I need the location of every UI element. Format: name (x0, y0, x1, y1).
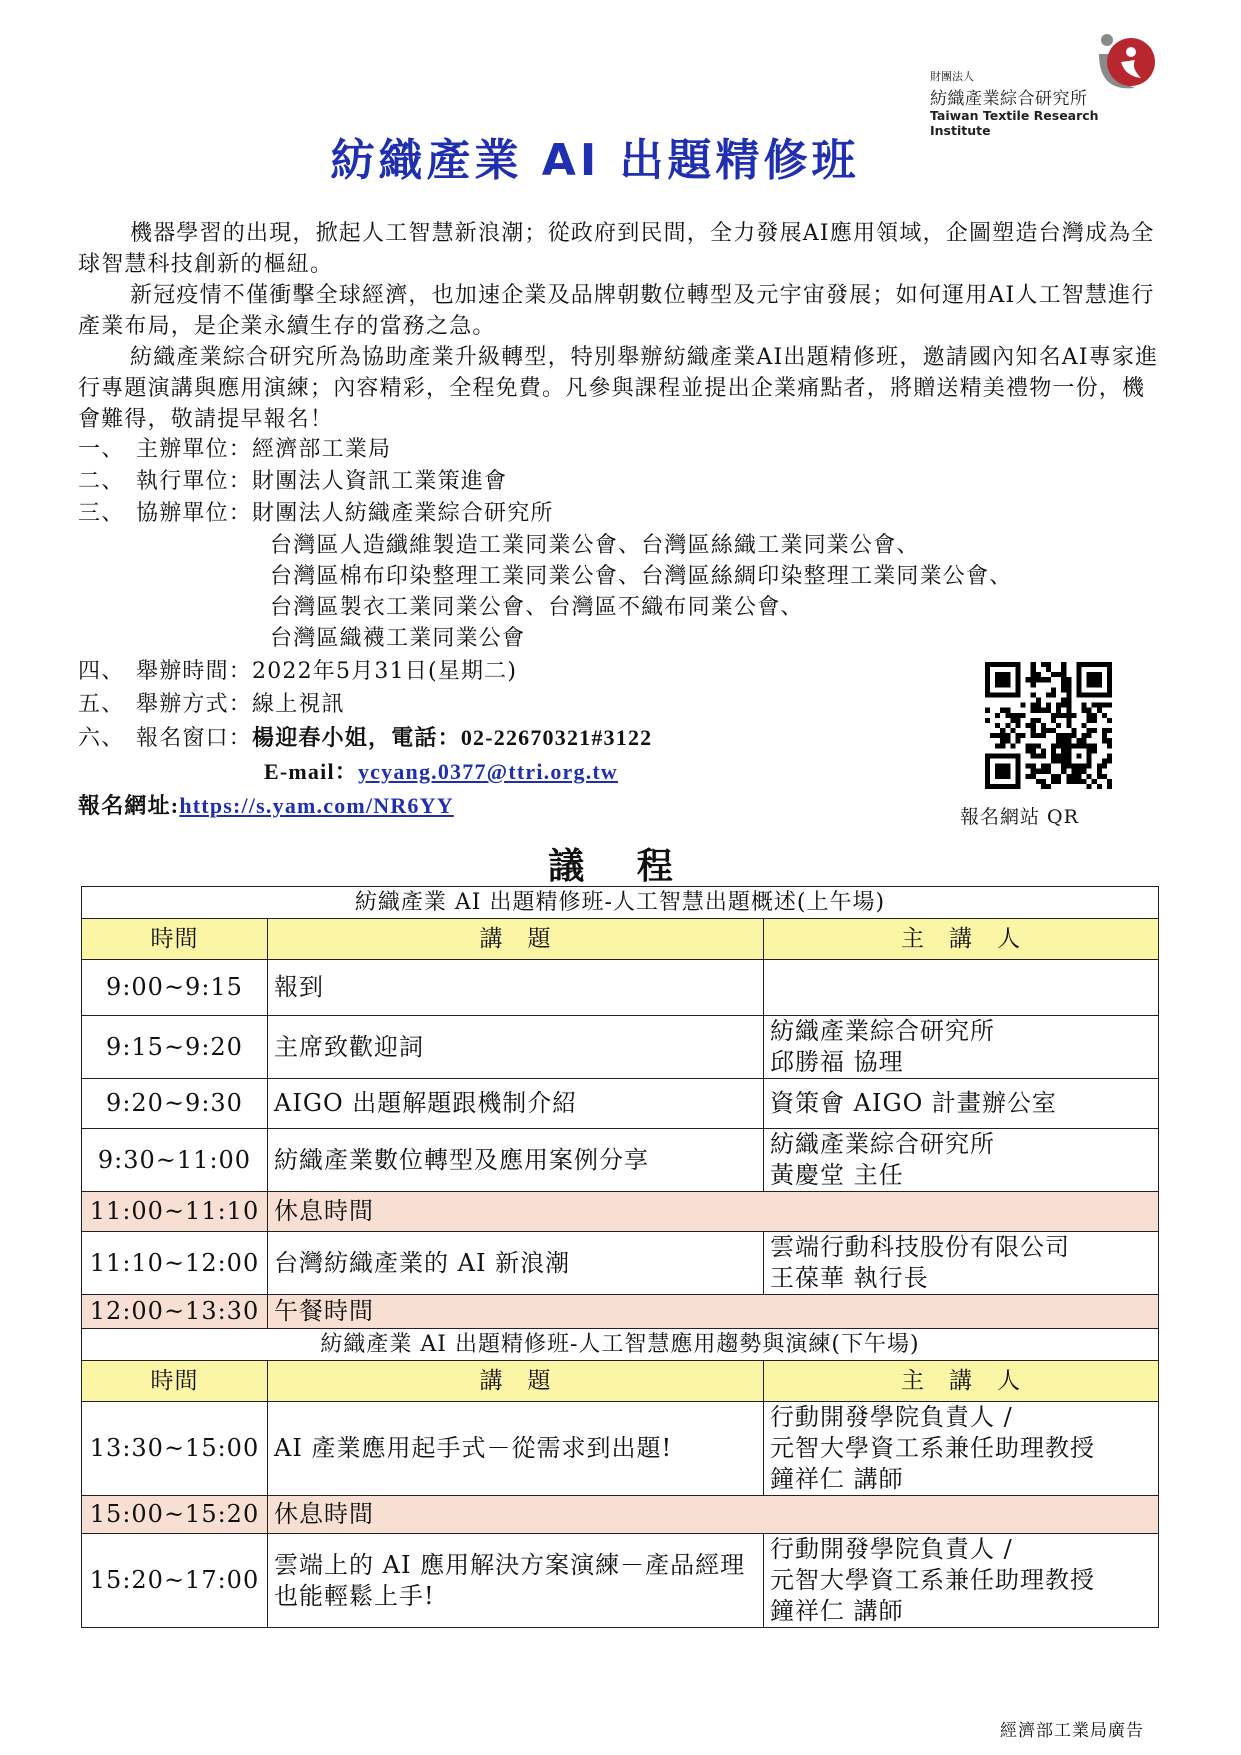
info-url (78, 790, 454, 822)
info-email (264, 756, 618, 788)
info-num: 二、 (78, 469, 125, 494)
agenda-time: 9:20~9:30 (82, 1079, 268, 1129)
speaker-line: 鐘祥仁 講師 (770, 1465, 904, 1493)
speaker-line: 鐘祥仁 講師 (770, 1597, 904, 1625)
info-num: 四、 (78, 659, 125, 684)
speaker-line: 行動開發學院負責人 / (770, 1535, 1013, 1563)
ttri-logo (930, 32, 1162, 138)
info-executor (78, 466, 507, 497)
intro-text-2: 新冠疫情不僅衝擊全球經濟，也加速企業及品牌朝數位轉型及元宇宙發展；如何運用AI人工智慧進行產業布局，是企業永續生存的當務之急。 (78, 283, 1155, 339)
intro-paragraph-2 (78, 280, 1168, 342)
agenda-section-title (82, 1329, 1159, 1361)
info-contact (78, 722, 652, 754)
agenda-speaker (764, 960, 1159, 1016)
agenda-time: 9:30~11:00 (82, 1129, 268, 1192)
agenda-row (82, 1402, 1159, 1496)
info-value: 楊迎春小姐，電話：02-22670321#3122 (252, 725, 653, 750)
info-label: 執行單位： (136, 469, 253, 494)
speaker-line: 王葆華 執行長 (770, 1264, 929, 1292)
speaker-line: 元智大學資工系兼任助理教授 (770, 1566, 1095, 1594)
co-organizer-line: 台灣區人造纖維製造工業同業公會、台灣區絲織工業同業公會、 (270, 533, 920, 558)
header-topic: 講 題 (268, 1361, 764, 1402)
speaker-line: 元智大學資工系兼任助理教授 (770, 1434, 1095, 1462)
agenda-section-title (82, 887, 1159, 919)
info-value: 經濟部工業局 (252, 437, 392, 462)
agenda-topic: 雲端上的 AI 應用解決方案演練－產品經理也能輕鬆上手! (268, 1534, 764, 1628)
agenda-time: 9:00~9:15 (82, 960, 268, 1016)
info-label: 舉辦時間： (136, 659, 253, 684)
qr-label: 報名網站 QR (960, 806, 1079, 828)
agenda-time: 12:00~13:30 (82, 1295, 268, 1329)
header-speaker: 主 講 人 (764, 919, 1159, 960)
info-label: 主辦單位： (136, 437, 253, 462)
agenda-header-row (82, 1361, 1159, 1402)
email-link[interactable]: ycyang.0377@ttri.org.tw (357, 759, 619, 784)
url-label: 報名網址: (78, 793, 180, 818)
agenda-topic: 報到 (268, 960, 764, 1016)
co-organizer-line: 台灣區織襪工業同業公會 (270, 626, 526, 651)
co-organizer-line: 財團法人紡織產業綜合研究所 (252, 501, 554, 526)
agenda-speaker (764, 1129, 1159, 1192)
agenda-row (82, 1496, 1159, 1534)
agenda-topic: 午餐時間 (268, 1295, 1159, 1329)
info-label: 協辦單位： (136, 501, 253, 526)
info-value: 線上視訊 (252, 692, 345, 717)
agenda-time: 11:10~12:00 (82, 1232, 268, 1295)
logo-org-name: 紡織產業綜合研究所 (930, 89, 1088, 109)
agenda-table (81, 886, 1159, 1628)
agenda-topic: AI 產業應用起手式－從需求到出題! (268, 1402, 764, 1496)
co-organizer-line: 台灣區製衣工業同業公會、台灣區不織布同業公會、 (270, 595, 804, 620)
info-label: 舉辦方式： (136, 692, 253, 717)
agenda-time: 15:20~17:00 (82, 1534, 268, 1628)
agenda-speaker (764, 1079, 1159, 1129)
co-organizer-line: 台灣區棉布印染整理工業同業公會、台灣區絲綢印染整理工業同業公會、 (270, 564, 1013, 589)
info-num: 三、 (78, 501, 125, 526)
agenda-topic: 休息時間 (268, 1496, 1159, 1534)
header-time: 時間 (82, 1361, 268, 1402)
intro-text-1: 機器學習的出現，掀起人工智慧新浪潮；從政府到民間，全力發展AI應用領域，企圖塑造台灣成為全球智慧科技創新的樞紐。 (78, 221, 1155, 277)
agenda-row (82, 1129, 1159, 1192)
header-topic: 講 題 (268, 919, 764, 960)
agenda-row (82, 1016, 1159, 1079)
info-num: 五、 (78, 692, 125, 717)
agenda-speaker (764, 1016, 1159, 1079)
logo-org-type: 財團法人 (930, 70, 974, 83)
agenda-speaker (764, 1402, 1159, 1496)
agenda-speaker (764, 1534, 1159, 1628)
agenda-title: 議 程 (548, 845, 693, 887)
speaker-line: 邱勝福 協理 (770, 1048, 904, 1076)
speaker-line: 黃慶堂 主任 (770, 1161, 904, 1189)
info-num: 一、 (78, 437, 125, 462)
info-co-organizers (78, 498, 554, 529)
agenda-row (82, 1295, 1159, 1329)
page-title: 紡織產業 AI 出題精修班 (330, 135, 860, 186)
speaker-line: 紡織產業綜合研究所 (770, 1017, 995, 1045)
agenda-time: 9:15~9:20 (82, 1016, 268, 1079)
qr-code[interactable] (985, 662, 1112, 789)
agenda-header-row (82, 919, 1159, 960)
agenda-speaker (764, 1232, 1159, 1295)
info-label: 報名窗口： (136, 726, 253, 751)
section-title-cell: 紡織產業 AI 出題精修班-人工智慧應用趨勢與演練(下午場) (82, 1329, 1159, 1361)
agenda-topic: 台灣紡織產業的 AI 新浪潮 (268, 1232, 764, 1295)
agenda-topic: 休息時間 (268, 1192, 1159, 1232)
agenda-row (82, 1192, 1159, 1232)
info-value: 2022年5月31日(星期二) (252, 659, 518, 684)
agenda-time: 13:30~15:00 (82, 1402, 268, 1496)
agenda-time: 11:00~11:10 (82, 1192, 268, 1232)
email-label: E-mail： (264, 759, 358, 784)
footer-note: 經濟部工業局廣告 (1000, 1721, 1144, 1741)
agenda-time: 15:00~15:20 (82, 1496, 268, 1534)
speaker-line: 紡織產業綜合研究所 (770, 1130, 995, 1158)
intro-paragraph-3 (78, 342, 1168, 435)
agenda-row (82, 960, 1159, 1016)
header-speaker: 主 講 人 (764, 1361, 1159, 1402)
agenda-row (82, 1232, 1159, 1295)
speaker-line: 雲端行動科技股份有限公司 (770, 1233, 1070, 1261)
ttri-logo-icon (1095, 32, 1157, 94)
speaker-line: 行動開發學院負責人 / (770, 1403, 1013, 1431)
registration-link[interactable]: https://s.yam.com/NR6YY (179, 793, 454, 818)
agenda-topic: 主席致歡迎詞 (268, 1016, 764, 1079)
info-value: 財團法人資訊工業策進會 (252, 469, 508, 494)
intro-text-3: 紡織產業綜合研究所為協助產業升級轉型，特別舉辦紡織產業AI出題精修班，邀請國內知名AI專家進行專題演講與應用演練；內容精彩，全程免費。凡參與課程並提出企業痛點者，將贈送精美禮物一份，機會難得，敬請提早報名！ (78, 345, 1159, 432)
logo-org-name-en: Taiwan Textile Research Institute (930, 108, 1099, 138)
info-time (78, 656, 517, 687)
info-num: 六、 (78, 726, 125, 751)
agenda-topic: AIGO 出題解題跟機制介紹 (268, 1079, 764, 1129)
agenda-row (82, 1079, 1159, 1129)
agenda-row (82, 1534, 1159, 1628)
info-organizer (78, 434, 391, 465)
intro-paragraph-1 (78, 218, 1168, 280)
section-title-cell: 紡織產業 AI 出題精修班-人工智慧出題概述(上午場) (82, 887, 1159, 919)
agenda-topic: 紡織產業數位轉型及應用案例分享 (268, 1129, 764, 1192)
header-time: 時間 (82, 919, 268, 960)
info-method (78, 689, 345, 720)
speaker-line: 資策會 AIGO 計畫辦公室 (770, 1089, 1057, 1117)
